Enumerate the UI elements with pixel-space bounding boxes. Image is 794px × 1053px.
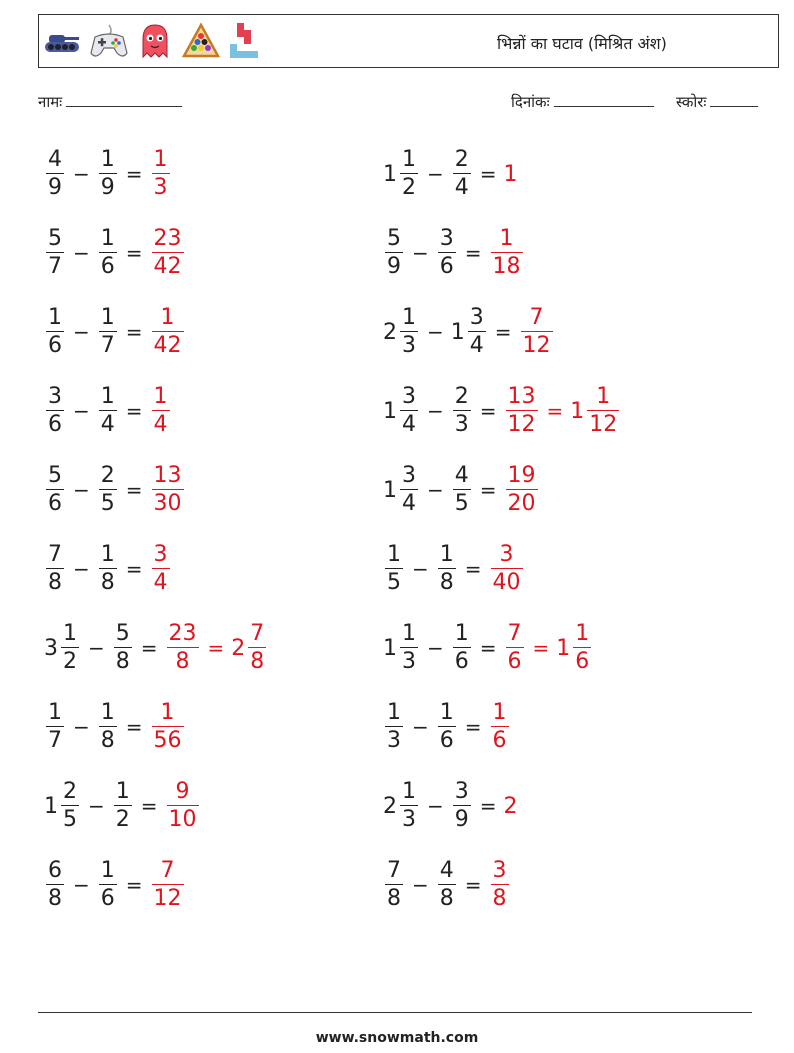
- minus-sign: −: [427, 162, 444, 186]
- numerator: 5: [115, 621, 130, 646]
- minus-sign: −: [412, 557, 429, 581]
- tetris-blocks-icon: [227, 21, 267, 61]
- answer: [150, 465, 186, 515]
- minus-sign: −: [73, 873, 90, 897]
- fraction: [385, 544, 403, 594]
- fraction: [99, 386, 117, 436]
- fraction: [453, 623, 471, 673]
- minus-sign: −: [427, 794, 444, 818]
- denominator: 8: [48, 886, 62, 911]
- fraction: [46, 228, 64, 278]
- numerator: 1: [63, 621, 77, 646]
- fraction: [152, 465, 184, 515]
- fraction: [152, 307, 184, 357]
- answer: [489, 228, 525, 278]
- answer: [504, 162, 519, 187]
- name-label: नामः: [38, 93, 63, 111]
- denominator: 7: [48, 254, 62, 279]
- whole-number: 3: [44, 635, 58, 661]
- fraction: [453, 386, 471, 436]
- numerator: 1: [402, 779, 416, 804]
- denominator: 7: [48, 728, 62, 753]
- whole-number: 1: [450, 319, 465, 345]
- equals-sign: =: [125, 320, 143, 344]
- denominator: 4: [153, 412, 168, 437]
- equals-sign: =: [125, 162, 143, 186]
- numerator: 3: [439, 226, 454, 251]
- date-field: [511, 92, 654, 112]
- whole-number: 1: [570, 398, 585, 424]
- fraction: [114, 781, 132, 831]
- tank-icon: [43, 21, 83, 61]
- problem-row: [383, 217, 525, 289]
- numerator: 3: [499, 542, 514, 567]
- denominator: 12: [153, 886, 182, 911]
- billiards-rack-icon: [181, 21, 221, 61]
- numerator: 2: [100, 463, 115, 488]
- denominator: 8: [387, 886, 401, 911]
- equals-sign: =: [125, 557, 143, 581]
- denominator: 3: [454, 412, 469, 437]
- answer-equals-sign: =: [207, 636, 225, 660]
- fraction: [400, 465, 418, 515]
- denominator: 8: [100, 570, 115, 595]
- whole-number: 1: [44, 793, 58, 819]
- numerator: 4: [454, 463, 469, 488]
- date-label: दिनांकः: [511, 93, 550, 111]
- fraction: [385, 228, 403, 278]
- denominator: 4: [454, 175, 469, 200]
- equals-sign: =: [479, 636, 497, 660]
- equals-sign: =: [464, 873, 482, 897]
- whole-number: 1: [503, 161, 518, 187]
- numerator: 3: [402, 463, 416, 488]
- fraction: [46, 465, 64, 515]
- fraction: [491, 860, 509, 910]
- score-blank[interactable]: [710, 93, 758, 107]
- numerator: 1: [160, 305, 175, 330]
- denominator: 6: [48, 412, 62, 437]
- whole-number: 2: [383, 793, 397, 819]
- whole-number: 1: [556, 635, 571, 661]
- denominator: 5: [100, 491, 115, 516]
- equals-sign: =: [140, 794, 158, 818]
- numerator: 3: [402, 384, 416, 409]
- denominator: 8: [492, 886, 507, 911]
- fraction: [99, 544, 117, 594]
- denominator: 6: [48, 491, 62, 516]
- denominator: 3: [402, 333, 416, 358]
- numerator: 1: [100, 147, 115, 172]
- equals-sign: =: [464, 557, 482, 581]
- fraction: [385, 702, 403, 752]
- denominator: 3: [402, 807, 416, 832]
- fraction: [152, 228, 184, 278]
- minus-sign: −: [73, 478, 90, 502]
- denominator: 8: [115, 649, 130, 674]
- denominator: 6: [100, 886, 115, 911]
- numerator: 4: [48, 147, 62, 172]
- problem-row: [44, 454, 186, 526]
- whole-number: 2: [503, 793, 518, 819]
- answer: [150, 149, 172, 199]
- fraction: [438, 544, 456, 594]
- minus-sign: −: [73, 241, 90, 265]
- equals-sign: =: [125, 241, 143, 265]
- name-field: [38, 92, 182, 112]
- denominator: 9: [100, 175, 115, 200]
- fraction: [152, 544, 170, 594]
- fraction: [400, 781, 418, 831]
- score-label: स्कोरः: [676, 93, 707, 111]
- fraction: [438, 860, 456, 910]
- worksheet-header: [38, 14, 779, 68]
- numerator: 1: [492, 700, 507, 725]
- minus-sign: −: [88, 636, 105, 660]
- minus-sign: −: [73, 715, 90, 739]
- denominator: 3: [402, 649, 416, 674]
- answer: [489, 544, 525, 594]
- equals-sign: =: [125, 478, 143, 502]
- fraction: [385, 860, 403, 910]
- numerator: 4: [439, 858, 454, 883]
- whole-number: 1: [383, 398, 397, 424]
- numerator: 5: [48, 226, 62, 251]
- numerator: 1: [100, 305, 115, 330]
- numerator: 7: [160, 858, 175, 883]
- minus-sign: −: [412, 715, 429, 739]
- fraction: [99, 149, 117, 199]
- fraction: [114, 623, 132, 673]
- numerator: 23: [168, 621, 197, 646]
- numerator: 5: [387, 226, 401, 251]
- problem-row: [44, 691, 186, 763]
- problem-row: [383, 375, 621, 447]
- denominator: 30: [153, 491, 182, 516]
- fraction: [248, 623, 266, 673]
- equals-sign: =: [479, 162, 497, 186]
- header-icons: [43, 19, 267, 63]
- whole-number: 1: [383, 161, 397, 187]
- numerator: 13: [153, 463, 182, 488]
- denominator: 12: [522, 333, 551, 358]
- minus-sign: −: [427, 320, 444, 344]
- problem-row: [383, 612, 593, 684]
- denominator: 6: [48, 333, 62, 358]
- fraction: [400, 623, 418, 673]
- problem-row: [44, 138, 172, 210]
- denominator: 2: [63, 649, 77, 674]
- fraction: [453, 149, 471, 199]
- denominator: 6: [439, 728, 454, 753]
- minus-sign: −: [427, 478, 444, 502]
- answer-equals-sign: =: [546, 399, 564, 423]
- denominator: 8: [48, 570, 62, 595]
- answer: [489, 860, 511, 910]
- fraction: [453, 465, 471, 515]
- denominator: 6: [439, 254, 454, 279]
- fraction: [99, 228, 117, 278]
- fraction: [521, 307, 553, 357]
- whole-number: 1: [383, 477, 397, 503]
- problem-row: [383, 533, 525, 605]
- numerator: 9: [175, 779, 190, 804]
- footer-url: www.snowmath.com: [315, 1030, 479, 1046]
- fraction: [453, 781, 471, 831]
- numerator: 1: [387, 542, 401, 567]
- fraction: [61, 781, 79, 831]
- fraction: [152, 149, 170, 199]
- numerator: 19: [507, 463, 536, 488]
- numerator: 1: [153, 147, 168, 172]
- minus-sign: −: [412, 873, 429, 897]
- numerator: 1: [153, 384, 168, 409]
- fraction: [491, 544, 523, 594]
- equals-sign: =: [464, 241, 482, 265]
- numerator: 13: [507, 384, 536, 409]
- problem-row: [383, 454, 540, 526]
- minus-sign: −: [73, 162, 90, 186]
- answer: [504, 623, 594, 673]
- fraction: [573, 623, 591, 673]
- numerator: 1: [387, 700, 401, 725]
- minus-sign: −: [73, 320, 90, 344]
- fraction: [491, 702, 509, 752]
- fraction: [468, 307, 486, 357]
- numerator: 1: [100, 700, 115, 725]
- denominator: 4: [402, 412, 416, 437]
- denominator: 8: [100, 728, 115, 753]
- fraction: [99, 860, 117, 910]
- numerator: 23: [153, 226, 182, 251]
- denominator: 5: [387, 570, 401, 595]
- numerator: 3: [492, 858, 507, 883]
- fraction: [506, 465, 538, 515]
- denominator: 2: [115, 807, 130, 832]
- worksheet-title: भिन्नों का घटाव (मिश्रित अंश): [497, 34, 667, 53]
- answer: [150, 544, 172, 594]
- fraction: [152, 386, 170, 436]
- denominator: 56: [153, 728, 182, 753]
- answer: [150, 307, 186, 357]
- denominator: 8: [250, 649, 265, 674]
- fraction: [152, 702, 184, 752]
- equals-sign: =: [125, 399, 143, 423]
- numerator: 1: [100, 384, 115, 409]
- answer: [165, 623, 269, 673]
- problem-row: [44, 770, 201, 842]
- answer: [150, 386, 172, 436]
- numerator: 1: [100, 226, 115, 251]
- denominator: 8: [439, 570, 454, 595]
- denominator: 42: [153, 333, 182, 358]
- denominator: 5: [63, 807, 77, 832]
- numerator: 1: [48, 700, 62, 725]
- denominator: 4: [100, 412, 115, 437]
- numerator: 1: [402, 621, 416, 646]
- numerator: 7: [250, 621, 265, 646]
- problem-row: [383, 691, 511, 763]
- problem-row: [44, 217, 186, 289]
- denominator: 6: [100, 254, 115, 279]
- minus-sign: −: [73, 399, 90, 423]
- score-field: [676, 92, 758, 112]
- whole-number: 2: [231, 635, 246, 661]
- numerator: 6: [48, 858, 62, 883]
- fraction: [506, 623, 524, 673]
- ghost-icon: [135, 21, 175, 61]
- problem-row: [44, 533, 172, 605]
- denominator: 8: [439, 886, 454, 911]
- fraction: [587, 386, 619, 436]
- denominator: 4: [469, 333, 484, 358]
- denominator: 6: [575, 649, 590, 674]
- fraction: [46, 544, 64, 594]
- fraction: [506, 386, 538, 436]
- denominator: 12: [589, 412, 618, 437]
- numerator: 1: [402, 305, 416, 330]
- answer: [504, 794, 519, 819]
- whole-number: 1: [383, 635, 397, 661]
- fraction: [46, 702, 64, 752]
- denominator: 3: [387, 728, 401, 753]
- fraction: [400, 149, 418, 199]
- fraction: [167, 623, 199, 673]
- denominator: 7: [100, 333, 115, 358]
- denominator: 2: [402, 175, 416, 200]
- answer: [150, 228, 186, 278]
- answer-equals-sign: =: [532, 636, 550, 660]
- whole-number: 2: [383, 319, 397, 345]
- denominator: 9: [48, 175, 62, 200]
- numerator: 3: [469, 305, 484, 330]
- equals-sign: =: [125, 715, 143, 739]
- fraction: [167, 781, 199, 831]
- equals-sign: =: [479, 478, 497, 502]
- fraction: [99, 465, 117, 515]
- name-blank[interactable]: [66, 93, 182, 107]
- problem-row: [44, 296, 186, 368]
- problem-row: [383, 770, 519, 842]
- problem-row: [44, 849, 186, 921]
- fraction: [46, 860, 64, 910]
- numerator: 3: [153, 542, 168, 567]
- equals-sign: =: [140, 636, 158, 660]
- numerator: 1: [100, 542, 115, 567]
- minus-sign: −: [427, 636, 444, 660]
- equals-sign: =: [464, 715, 482, 739]
- numerator: 1: [439, 700, 454, 725]
- numerator: 2: [63, 779, 77, 804]
- answer: [489, 702, 511, 752]
- denominator: 4: [402, 491, 416, 516]
- denominator: 3: [153, 175, 168, 200]
- denominator: 18: [492, 254, 521, 279]
- fraction: [438, 702, 456, 752]
- numerator: 7: [529, 305, 544, 330]
- numerator: 1: [48, 305, 62, 330]
- numerator: 1: [100, 858, 115, 883]
- numerator: 2: [454, 147, 469, 172]
- minus-sign: −: [412, 241, 429, 265]
- answer: [165, 781, 201, 831]
- denominator: 8: [175, 649, 190, 674]
- denominator: 9: [454, 807, 469, 832]
- fraction: [400, 307, 418, 357]
- fraction: [99, 307, 117, 357]
- denominator: 5: [454, 491, 469, 516]
- problem-row: [44, 375, 172, 447]
- fraction: [491, 228, 523, 278]
- minus-sign: −: [427, 399, 444, 423]
- answer: [519, 307, 555, 357]
- minus-sign: −: [73, 557, 90, 581]
- fraction: [61, 623, 79, 673]
- equals-sign: =: [479, 794, 497, 818]
- numerator: 1: [454, 621, 469, 646]
- denominator: 4: [153, 570, 168, 595]
- problem-row: [44, 612, 268, 684]
- fraction: [46, 386, 64, 436]
- answer: [150, 702, 186, 752]
- denominator: 9: [387, 254, 401, 279]
- fraction: [46, 149, 64, 199]
- numerator: 1: [596, 384, 611, 409]
- numerator: 3: [48, 384, 62, 409]
- problem-row: [383, 849, 511, 921]
- answer: [504, 465, 540, 515]
- numerator: 1: [160, 700, 175, 725]
- denominator: 6: [492, 728, 507, 753]
- problem-row: [383, 138, 519, 210]
- numerator: 1: [439, 542, 454, 567]
- footer-divider: [38, 1012, 752, 1013]
- denominator: 6: [454, 649, 469, 674]
- answer: [504, 386, 622, 436]
- numerator: 7: [507, 621, 522, 646]
- numerator: 7: [48, 542, 62, 567]
- numerator: 1: [499, 226, 514, 251]
- denominator: 20: [507, 491, 536, 516]
- equals-sign: =: [494, 320, 512, 344]
- fraction: [438, 228, 456, 278]
- denominator: 40: [492, 570, 521, 595]
- fraction: [99, 702, 117, 752]
- minus-sign: −: [88, 794, 105, 818]
- numerator: 7: [387, 858, 401, 883]
- fraction: [400, 386, 418, 436]
- denominator: 12: [507, 412, 536, 437]
- numerator: 2: [454, 384, 469, 409]
- fraction: [46, 307, 64, 357]
- denominator: 6: [507, 649, 522, 674]
- equals-sign: =: [125, 873, 143, 897]
- numerator: 1: [402, 147, 416, 172]
- denominator: 42: [153, 254, 182, 279]
- numerator: 1: [575, 621, 590, 646]
- equals-sign: =: [479, 399, 497, 423]
- answer: [150, 860, 186, 910]
- denominator: 10: [168, 807, 197, 832]
- fraction: [152, 860, 184, 910]
- numerator: 5: [48, 463, 62, 488]
- numerator: 3: [454, 779, 469, 804]
- problem-row: [383, 296, 555, 368]
- gamepad-icon: [89, 21, 129, 61]
- numerator: 1: [115, 779, 130, 804]
- date-blank[interactable]: [554, 93, 654, 107]
